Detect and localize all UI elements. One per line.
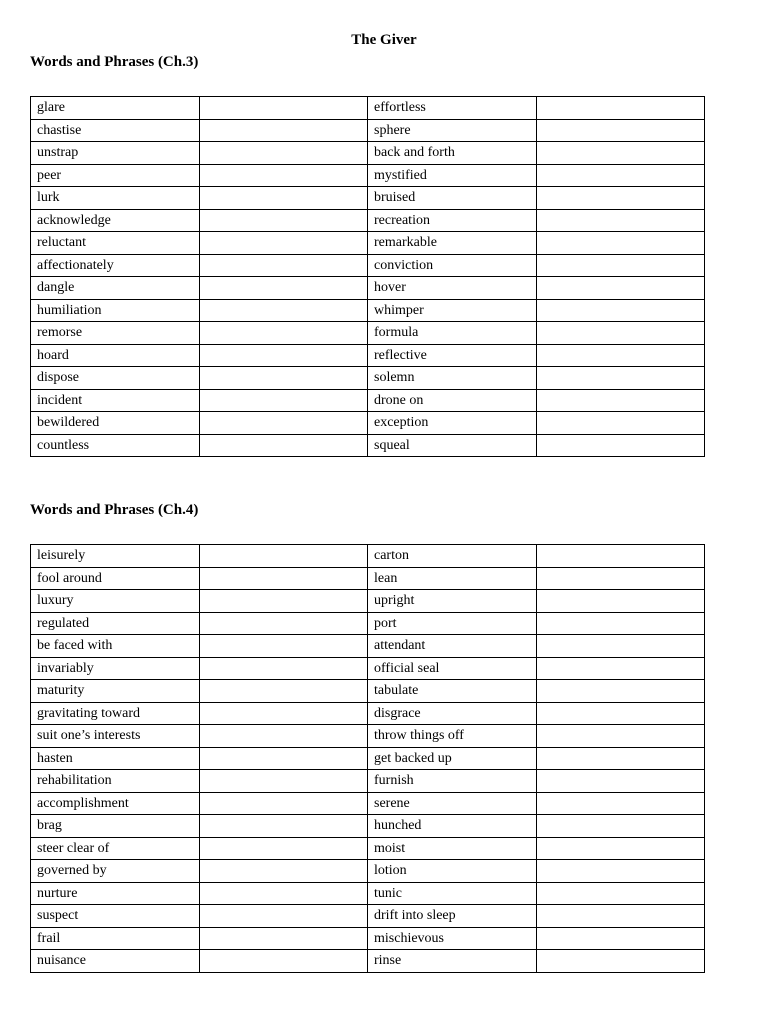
table-row: [31, 882, 705, 905]
answer-cell: [536, 725, 705, 748]
vocab-word-cell: unstrap: [31, 142, 200, 165]
vocab-word-cell: bruised: [368, 187, 537, 210]
answer-cell: [536, 702, 705, 725]
table-row: [31, 322, 705, 345]
vocab-word-cell: fool around: [31, 567, 200, 590]
answer-cell: [536, 97, 705, 120]
answer-cell: [536, 367, 705, 390]
answer-cell: [536, 792, 705, 815]
vocab-word-cell: steer clear of: [31, 837, 200, 860]
answer-cell: [199, 344, 368, 367]
answer-cell: [536, 747, 705, 770]
vocab-word-cell: leisurely: [31, 545, 200, 568]
vocab-word-cell: hover: [368, 277, 537, 300]
answer-cell: [199, 927, 368, 950]
table-row: [31, 344, 705, 367]
vocab-word-cell: mischievous: [368, 927, 537, 950]
table-row: [31, 612, 705, 635]
answer-cell: [199, 434, 368, 457]
answer-cell: [199, 254, 368, 277]
vocab-word-cell: gravitating toward: [31, 702, 200, 725]
vocab-word-cell: invariably: [31, 657, 200, 680]
table-row: [31, 232, 705, 255]
vocab-word-cell: regulated: [31, 612, 200, 635]
answer-cell: [199, 905, 368, 928]
answer-cell: [536, 590, 705, 613]
vocab-word-cell: brag: [31, 815, 200, 838]
vocab-word-cell: affectionately: [31, 254, 200, 277]
vocab-word-cell: back and forth: [368, 142, 537, 165]
answer-cell: [199, 142, 368, 165]
answer-cell: [199, 657, 368, 680]
answer-cell: [199, 232, 368, 255]
answer-cell: [199, 164, 368, 187]
answer-cell: [199, 680, 368, 703]
answer-cell: [536, 815, 705, 838]
answer-cell: [199, 367, 368, 390]
answer-cell: [199, 97, 368, 120]
section-heading-ch4: Words and Phrases (Ch.4): [30, 502, 199, 518]
table-row: [31, 837, 705, 860]
vocab-word-cell: incident: [31, 389, 200, 412]
answer-cell: [536, 344, 705, 367]
answer-cell: [199, 950, 368, 973]
table-row: [31, 254, 705, 277]
vocab-word-cell: reflective: [368, 344, 537, 367]
vocab-word-cell: acknowledge: [31, 209, 200, 232]
vocab-word-cell: dangle: [31, 277, 200, 300]
answer-cell: [199, 119, 368, 142]
vocab-word-cell: squeal: [368, 434, 537, 457]
vocab-word-cell: bewildered: [31, 412, 200, 435]
vocab-word-cell: recreation: [368, 209, 537, 232]
table-row: [31, 725, 705, 748]
answer-cell: [536, 187, 705, 210]
table-row: [31, 680, 705, 703]
table-row: [31, 860, 705, 883]
vocab-word-cell: hunched: [368, 815, 537, 838]
vocab-word-cell: countless: [31, 434, 200, 457]
answer-cell: [199, 567, 368, 590]
table-row: [31, 187, 705, 210]
answer-cell: [536, 545, 705, 568]
answer-cell: [199, 747, 368, 770]
answer-cell: [199, 882, 368, 905]
table-row: [31, 635, 705, 658]
table-row: [31, 277, 705, 300]
answer-cell: [199, 612, 368, 635]
table-row: [31, 142, 705, 165]
vocab-word-cell: chastise: [31, 119, 200, 142]
vocab-word-cell: maturity: [31, 680, 200, 703]
answer-cell: [536, 882, 705, 905]
vocab-word-cell: suit one’s interests: [31, 725, 200, 748]
table-row: [31, 119, 705, 142]
answer-cell: [536, 322, 705, 345]
vocab-word-cell: humiliation: [31, 299, 200, 322]
table-row: [31, 657, 705, 680]
table-row: [31, 367, 705, 390]
table-row: [31, 905, 705, 928]
vocab-word-cell: moist: [368, 837, 537, 860]
vocab-word-cell: accomplishment: [31, 792, 200, 815]
answer-cell: [536, 837, 705, 860]
answer-cell: [199, 209, 368, 232]
answer-cell: [536, 209, 705, 232]
vocab-word-cell: upright: [368, 590, 537, 613]
answer-cell: [536, 927, 705, 950]
section-heading-ch3: Words and Phrases (Ch.3): [30, 54, 199, 70]
table-row: [31, 97, 705, 120]
table-row: [31, 389, 705, 412]
vocab-word-cell: remarkable: [368, 232, 537, 255]
vocab-word-cell: sphere: [368, 119, 537, 142]
vocab-word-cell: formula: [368, 322, 537, 345]
answer-cell: [536, 119, 705, 142]
vocab-word-cell: effortless: [368, 97, 537, 120]
table-row: [31, 434, 705, 457]
vocab-word-cell: luxury: [31, 590, 200, 613]
vocab-word-cell: rehabilitation: [31, 770, 200, 793]
answer-cell: [199, 322, 368, 345]
vocab-word-cell: disgrace: [368, 702, 537, 725]
vocab-word-cell: tabulate: [368, 680, 537, 703]
answer-cell: [536, 905, 705, 928]
vocab-word-cell: carton: [368, 545, 537, 568]
vocab-word-cell: rinse: [368, 950, 537, 973]
answer-cell: [199, 299, 368, 322]
answer-cell: [536, 164, 705, 187]
vocab-word-cell: exception: [368, 412, 537, 435]
vocab-word-cell: solemn: [368, 367, 537, 390]
answer-cell: [536, 567, 705, 590]
vocab-word-cell: nurture: [31, 882, 200, 905]
table-row: [31, 164, 705, 187]
table-row: [31, 209, 705, 232]
vocab-word-cell: lotion: [368, 860, 537, 883]
document-title: The Giver: [351, 32, 417, 48]
vocab-word-cell: tunic: [368, 882, 537, 905]
vocab-word-cell: throw things off: [368, 725, 537, 748]
answer-cell: [199, 770, 368, 793]
table-row: [31, 747, 705, 770]
vocab-word-cell: get backed up: [368, 747, 537, 770]
answer-cell: [199, 277, 368, 300]
vocab-word-cell: remorse: [31, 322, 200, 345]
vocab-word-cell: reluctant: [31, 232, 200, 255]
table-row: [31, 815, 705, 838]
answer-cell: [536, 254, 705, 277]
vocab-table-ch4: [30, 544, 705, 973]
answer-cell: [536, 770, 705, 793]
vocab-word-cell: suspect: [31, 905, 200, 928]
vocab-word-cell: drone on: [368, 389, 537, 412]
vocab-word-cell: frail: [31, 927, 200, 950]
table-row: [31, 545, 705, 568]
table-row: [31, 590, 705, 613]
table-row: [31, 770, 705, 793]
answer-cell: [199, 590, 368, 613]
vocab-word-cell: drift into sleep: [368, 905, 537, 928]
vocab-word-cell: glare: [31, 97, 200, 120]
answer-cell: [536, 389, 705, 412]
answer-cell: [199, 702, 368, 725]
answer-cell: [536, 434, 705, 457]
vocab-word-cell: furnish: [368, 770, 537, 793]
answer-cell: [199, 860, 368, 883]
answer-cell: [536, 232, 705, 255]
answer-cell: [536, 612, 705, 635]
answer-cell: [536, 142, 705, 165]
vocab-word-cell: conviction: [368, 254, 537, 277]
vocab-word-cell: official seal: [368, 657, 537, 680]
vocab-word-cell: lurk: [31, 187, 200, 210]
answer-cell: [199, 412, 368, 435]
answer-cell: [536, 950, 705, 973]
answer-cell: [199, 187, 368, 210]
answer-cell: [199, 545, 368, 568]
answer-cell: [536, 860, 705, 883]
answer-cell: [536, 299, 705, 322]
vocab-word-cell: attendant: [368, 635, 537, 658]
answer-cell: [536, 412, 705, 435]
answer-cell: [536, 657, 705, 680]
answer-cell: [199, 725, 368, 748]
table-row: [31, 792, 705, 815]
answer-cell: [199, 837, 368, 860]
vocab-word-cell: hoard: [31, 344, 200, 367]
answer-cell: [199, 389, 368, 412]
vocab-word-cell: nuisance: [31, 950, 200, 973]
vocab-word-cell: peer: [31, 164, 200, 187]
answer-cell: [199, 815, 368, 838]
vocab-word-cell: lean: [368, 567, 537, 590]
table-row: [31, 299, 705, 322]
table-row: [31, 567, 705, 590]
table-row: [31, 702, 705, 725]
vocab-word-cell: be faced with: [31, 635, 200, 658]
vocab-word-cell: serene: [368, 792, 537, 815]
answer-cell: [536, 680, 705, 703]
vocab-word-cell: whimper: [368, 299, 537, 322]
answer-cell: [536, 277, 705, 300]
vocab-word-cell: port: [368, 612, 537, 635]
vocab-word-cell: hasten: [31, 747, 200, 770]
table-row: [31, 927, 705, 950]
vocab-word-cell: dispose: [31, 367, 200, 390]
answer-cell: [199, 792, 368, 815]
vocab-word-cell: governed by: [31, 860, 200, 883]
answer-cell: [536, 635, 705, 658]
table-row: [31, 412, 705, 435]
vocab-table-ch3: [30, 96, 705, 457]
vocab-word-cell: mystified: [368, 164, 537, 187]
table-row: [31, 950, 705, 973]
answer-cell: [199, 635, 368, 658]
